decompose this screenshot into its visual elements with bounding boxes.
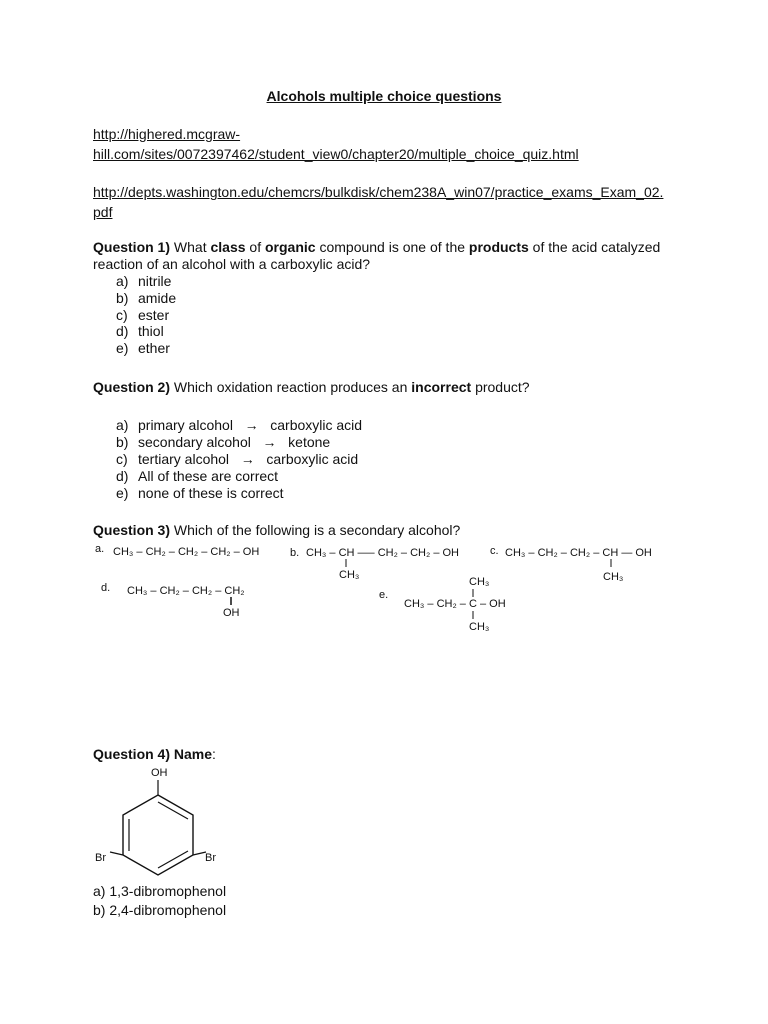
question-4-label: Question 4) Name bbox=[93, 746, 213, 762]
structure-d-letter: d. bbox=[101, 582, 111, 594]
option-text: none of these is correct bbox=[138, 485, 284, 501]
question-1-line-2: reaction of an alcohol with a carboxylic acid? bbox=[93, 256, 371, 272]
option-marker: a) bbox=[116, 417, 129, 433]
structure-b-main: CH₃ – CH —– CH₂ – CH₂ – OH bbox=[306, 547, 459, 559]
structure-b[interactable] bbox=[290, 547, 459, 581]
benzene-ring bbox=[123, 795, 193, 875]
option-text: amide bbox=[138, 290, 177, 306]
option-text: primary alcohol → carboxylic acid bbox=[138, 417, 363, 433]
structure-c-main: CH₃ – CH₂ – CH₂ – CH — OH bbox=[505, 547, 652, 559]
br-right-label: Br bbox=[205, 852, 216, 864]
structure-d-main: CH₃ – CH₂ – CH₂ – CH₂ bbox=[127, 585, 245, 597]
structure-d[interactable] bbox=[101, 582, 245, 619]
option-marker: c) bbox=[116, 451, 128, 467]
br-bond-left bbox=[110, 852, 123, 855]
oh-label: OH bbox=[151, 767, 168, 779]
structure-a-letter: a. bbox=[95, 543, 105, 555]
q4-colon: : bbox=[212, 746, 216, 762]
structure-b-letter: b. bbox=[290, 547, 300, 559]
option-text: tertiary alcohol → carboxylic acid bbox=[138, 451, 359, 467]
q1-bold-2: organic bbox=[265, 239, 316, 255]
option-text: All of these are correct bbox=[138, 468, 279, 484]
q1-text-1: What bbox=[170, 239, 211, 255]
link-2-line-2[interactable]: pdf bbox=[93, 204, 113, 220]
option-text: ester bbox=[138, 307, 170, 323]
structure-a[interactable] bbox=[95, 543, 259, 558]
link-1-line-2[interactable]: hill.com/sites/0072397462/student_view0/chapter20/multiple_choice_quiz.html bbox=[93, 146, 579, 162]
structure-e-top: CH₃ bbox=[469, 576, 490, 588]
q1-text-2: of bbox=[245, 239, 265, 255]
option-text: secondary alcohol → ketone bbox=[138, 434, 331, 450]
option-marker: b) bbox=[116, 290, 129, 306]
q1-text-3: compound is one of the bbox=[315, 239, 469, 255]
option-marker: c) bbox=[116, 307, 128, 323]
structure-e-sub: CH₃ bbox=[469, 621, 490, 633]
structure-c-sub: CH₃ bbox=[603, 571, 624, 583]
q2-text-2: product? bbox=[471, 379, 530, 395]
structure-e-main: CH₃ – CH₂ – C – OH bbox=[404, 598, 506, 610]
option-text: ether bbox=[138, 340, 170, 356]
option-marker: d) bbox=[116, 468, 129, 484]
option-text: nitrile bbox=[138, 273, 172, 289]
br-left-label: Br bbox=[95, 852, 106, 864]
structure-a-formula: CH₃ – CH₂ – CH₂ – CH₂ – OH bbox=[113, 546, 260, 558]
question-4-line-1 bbox=[93, 746, 216, 763]
link-2-line-1[interactable]: http://depts.washington.edu/chemcrs/bulkdisk/chem238A_win07/practice_exams_Exam_02. bbox=[93, 184, 664, 200]
q2-text-1: Which oxidation reaction produces an bbox=[170, 379, 412, 395]
option-marker: e) bbox=[116, 340, 129, 356]
ring-double-bond bbox=[158, 851, 188, 868]
question-3-label: Question 3) bbox=[93, 522, 171, 538]
option-marker: b) bbox=[116, 434, 129, 450]
structure-d-sub: OH bbox=[223, 607, 240, 619]
q1-text-4: of the acid catalyzed bbox=[528, 239, 661, 255]
option-marker: e) bbox=[116, 485, 129, 501]
structure-c-letter: c. bbox=[490, 545, 499, 557]
structure-b-sub: CH₃ bbox=[339, 569, 360, 581]
question-1-label: Question 1) bbox=[93, 239, 171, 255]
dibromophenol-structure bbox=[95, 767, 216, 875]
q4-option-a[interactable]: a) 1,3-dibromophenol bbox=[93, 883, 227, 899]
q2-bold-1: incorrect bbox=[411, 379, 472, 395]
document-title: Alcohols multiple choice questions bbox=[266, 88, 502, 104]
q1-bold-1: class bbox=[210, 239, 246, 255]
q4-option-b[interactable]: b) 2,4-dibromophenol bbox=[93, 902, 227, 918]
option-text: thiol bbox=[138, 323, 164, 339]
structure-e-letter: e. bbox=[379, 589, 389, 601]
option-marker: a) bbox=[116, 273, 129, 289]
structure-e[interactable] bbox=[379, 576, 506, 633]
question-2-label: Question 2) bbox=[93, 379, 171, 395]
ring-double-bond bbox=[158, 802, 188, 819]
q3-text: Which of the following is a secondary alcohol? bbox=[170, 522, 461, 538]
link-1-line-1[interactable]: http://highered.mcgraw- bbox=[93, 126, 241, 142]
q1-bold-3: products bbox=[468, 239, 529, 255]
structure-c[interactable] bbox=[490, 545, 652, 583]
option-marker: d) bbox=[116, 323, 129, 339]
